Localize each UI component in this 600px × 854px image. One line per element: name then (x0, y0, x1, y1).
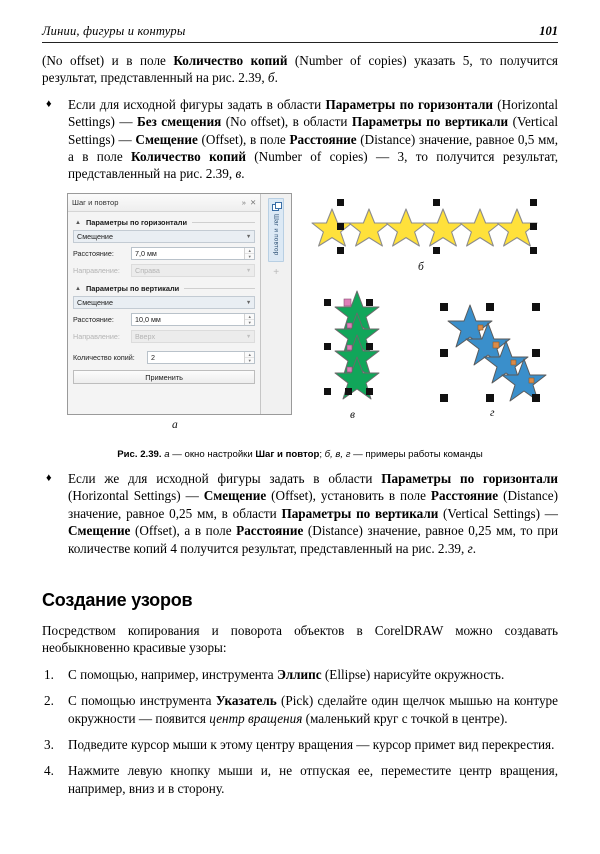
text-run: (Horizontal Settings) — (68, 488, 204, 504)
text-run: (Vertical Settings) — (438, 505, 558, 521)
divider (184, 288, 255, 289)
paragraph-continuation (42, 52, 558, 87)
chevron-down-icon: ▼ (245, 333, 252, 340)
text-run: (Offset), в поле (197, 131, 290, 147)
caption-prefix: Рис. 2.39. (117, 449, 165, 460)
spinner-buttons[interactable] (244, 352, 254, 363)
docker-titlebar (68, 194, 260, 212)
caption-labels-bvg: б, в, г (324, 449, 351, 460)
text-run-italic: центр вращения (209, 710, 303, 726)
sublabel-g: г (490, 407, 495, 419)
vertical-distance-row (73, 313, 255, 326)
vertical-mode-dropdown[interactable] (73, 296, 255, 309)
section-heading: Создание узоров (42, 590, 193, 611)
horizontal-settings-title: Параметры по горизонтали (85, 218, 188, 227)
text-run: С помощью инструмента (68, 693, 216, 709)
docker-main-area (68, 194, 261, 414)
docker-rail (261, 194, 291, 414)
horizontal-direction-value: Справа (135, 266, 160, 275)
vertical-distance-label: Расстояние: (73, 315, 114, 324)
text-run: Подведите курсор мыши к этому центру вращения — курсор примет вид перекрестия. (68, 737, 555, 753)
sublabel-v: в (350, 409, 355, 421)
list-item (42, 666, 558, 683)
horizontal-mode-value: Смещение (77, 232, 113, 241)
text-run-bold: Расстояние (236, 523, 304, 539)
text-run: (Offset), установить в поле (266, 488, 431, 504)
docker-title: Шаг и повтор (72, 198, 119, 207)
text-run-bold: Параметры по горизонтали (325, 96, 493, 112)
text-run-bold: Количество копий (173, 53, 288, 68)
list-item (42, 736, 558, 753)
chevron-down-icon: ▼ (245, 267, 252, 274)
horizontal-distance-value: 7,0 мм (135, 249, 157, 258)
text-run: Если для исходной фигуры задать в области (68, 96, 326, 112)
divider (192, 222, 255, 223)
vertical-distance-value: 10,0 мм (135, 315, 161, 324)
body-text-upper (42, 52, 558, 183)
text-run-bold: Без смещения (136, 114, 222, 130)
example-g-blue-stars (434, 281, 564, 419)
bullet-item-2 (42, 470, 558, 557)
text-run: (Offset), а в поле (130, 523, 237, 539)
green-stars-svg (300, 285, 420, 411)
page-number: 101 (539, 24, 558, 38)
bullet-marker-icon: ♦ (46, 472, 52, 484)
vertical-distance-stepper[interactable] (131, 313, 255, 326)
spinner-down-icon[interactable]: ▼ (247, 254, 252, 259)
collapse-icon[interactable]: » (241, 197, 246, 207)
text-run: Нажмите левую кнопку мыши и, не отпуская ее, переместите центр вращения, например, вниз и в сторону. (68, 763, 558, 796)
text-run: . (241, 166, 245, 182)
numbered-steps-list (42, 666, 558, 797)
rail-tab-step-and-repeat[interactable] (268, 198, 284, 262)
vertical-direction-row (73, 330, 255, 343)
vertical-direction-value: Вверх (135, 332, 156, 341)
text-run-bold: Расстояние (430, 488, 499, 504)
text-run: (No offset), в области (221, 114, 352, 130)
horizontal-distance-row (73, 247, 255, 260)
text-run-bold: Смещение (135, 131, 198, 147)
text-run: (Number of copies) указать 5, то получится результат, представленный на рис. 2.39, (42, 53, 558, 86)
horizontal-direction-dropdown (131, 264, 255, 277)
copies-value: 2 (151, 353, 155, 362)
section-intro-paragraph: Посредством копирования и поворота объектов в CorelDRAW можно создавать необыкновенно красивые узоры: (42, 623, 558, 656)
text-run-bold: Эллипс (276, 666, 322, 682)
rail-tab-label: Шаг и повтор (272, 214, 280, 256)
yellow-stars-svg (310, 199, 558, 261)
figure-caption (42, 448, 558, 461)
text-run-italic: г (467, 540, 473, 556)
add-docker-icon[interactable]: + (273, 266, 280, 278)
caption-bold-term: Шаг и повтор (255, 449, 320, 460)
spinner-up-icon[interactable]: ▲ (245, 352, 254, 358)
horizontal-distance-label: Расстояние: (73, 249, 114, 258)
step-and-repeat-docker[interactable] (67, 193, 292, 415)
spinner-buttons[interactable] (244, 248, 254, 259)
text-run-bold: Смещение (68, 523, 131, 539)
text-run: С помощью, например, инструмента (68, 666, 277, 682)
text-run: (Distance) значение, равное 0,25 мм, то при количестве копий 4 получится результат, представленный на рис. 2.39, (68, 523, 558, 556)
spinner-down-icon[interactable]: ▼ (247, 320, 252, 325)
chevron-down-icon[interactable]: ▼ (245, 233, 252, 240)
horizontal-settings-header[interactable] (73, 218, 255, 227)
figure-2-39 (42, 193, 558, 443)
text-run: Если же для исходной фигуры задать в области (68, 471, 382, 486)
text-run: (Pick) сделайте один щелчок мышью на контуре окружности — появится (68, 693, 558, 726)
vertical-mode-value: Смещение (77, 298, 113, 307)
horizontal-mode-dropdown[interactable] (73, 230, 255, 243)
text-run: . (472, 540, 477, 556)
caption-end: — примеры работы команды (350, 449, 483, 460)
horizontal-direction-row (73, 264, 255, 277)
bullet-marker-icon: ♦ (46, 97, 52, 110)
copies-label: Количество копий: (73, 353, 135, 362)
chevron-up-icon[interactable]: ▲ (75, 219, 81, 226)
horizontal-direction-label: Направление: (73, 266, 120, 275)
example-v-green-stars (300, 285, 420, 421)
horizontal-distance-stepper[interactable] (131, 247, 255, 260)
apply-button[interactable]: Применить (73, 370, 255, 384)
text-run: . (274, 70, 278, 86)
vertical-settings-header[interactable] (73, 284, 255, 293)
example-b-yellow-stars (310, 199, 558, 273)
list-number: 3. (44, 737, 54, 753)
text-run-bold: Смещение (203, 488, 267, 504)
caption-mid-2: ; (319, 449, 325, 460)
list-number: 2. (44, 693, 54, 709)
bullet-item-1 (42, 96, 558, 183)
text-run-italic: в (235, 166, 242, 182)
sublabel-a: а (172, 419, 178, 431)
text-run-bold: Расстояние (289, 131, 357, 147)
list-item (42, 762, 558, 797)
blue-stars-svg (434, 281, 564, 411)
body-text-lower (42, 470, 558, 797)
list-number: 4. (44, 763, 54, 779)
copies-row (73, 351, 255, 364)
spinner-up-icon[interactable]: ▲ (245, 314, 254, 320)
caption-mid-1: — окно настройки (169, 449, 256, 460)
text-run: (Number of copies) — 3, то получится результат, представленный на рис. 2.39, (68, 149, 558, 182)
running-head (42, 24, 558, 43)
list-item (42, 692, 558, 727)
text-run: (Distance) значение, равное 0,5 мм, а в поле (68, 131, 559, 165)
text-run-bold: Количество копий (131, 149, 246, 165)
text-run: (Distance) значение, равное 0,25 мм, в области (68, 488, 558, 521)
chevron-up-icon[interactable]: ▲ (75, 285, 81, 292)
vertical-direction-dropdown (131, 330, 255, 343)
caption-label-a: а (164, 449, 170, 460)
close-icon[interactable]: ✕ (249, 197, 257, 207)
step-and-repeat-icon (272, 202, 281, 211)
chevron-down-icon[interactable]: ▼ (245, 299, 252, 306)
text-run: (Vertical Settings) — (68, 114, 558, 147)
running-head-title: Линии, фигуры и контуры (42, 24, 186, 38)
text-run-bold: Указатель (215, 693, 277, 709)
text-run-italic: б (267, 70, 275, 86)
spinner-up-icon[interactable]: ▲ (245, 248, 254, 254)
text-run: (Ellipse) нарисуйте окружность. (321, 666, 505, 682)
spinner-buttons[interactable] (244, 314, 254, 325)
text-run-bold: Параметры по вертикали (281, 505, 439, 521)
docker-body (68, 212, 260, 414)
text-run: (No offset) и в поле (42, 53, 174, 68)
text-run-bold: Параметры по горизонтали (381, 471, 558, 486)
sublabel-b: б (418, 261, 424, 273)
spinner-down-icon[interactable]: ▼ (247, 358, 252, 363)
vertical-direction-label: Направление: (73, 332, 120, 341)
copies-stepper[interactable] (147, 351, 255, 364)
text-run: (Horizontal Settings) — (68, 96, 558, 130)
text-run: (маленький круг с точкой в центре). (302, 710, 508, 726)
text-run-bold: Параметры по вертикали (351, 114, 509, 130)
list-number: 1. (44, 666, 54, 682)
vertical-settings-title: Параметры по вертикали (85, 284, 180, 293)
